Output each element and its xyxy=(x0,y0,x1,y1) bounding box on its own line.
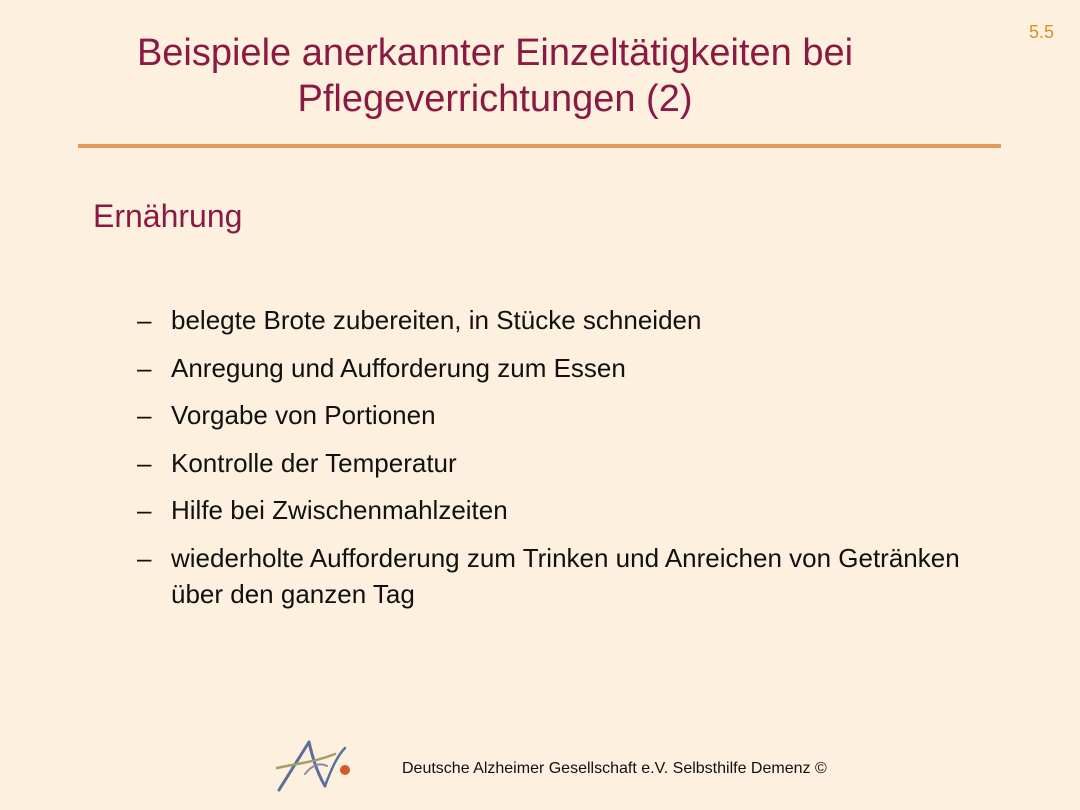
list-item-text: Anregung und Aufforderung zum Essen xyxy=(171,352,626,383)
list-item-text: Vorgabe von Portionen xyxy=(171,400,436,430)
section-heading: Ernährung xyxy=(93,198,243,234)
list-dash: – xyxy=(137,495,152,525)
list-dash: – xyxy=(137,305,152,335)
list-item xyxy=(137,397,967,433)
title-divider xyxy=(78,144,1001,148)
list-dash: – xyxy=(137,447,152,478)
list-item xyxy=(137,350,967,386)
list-item xyxy=(137,302,967,338)
item-list xyxy=(137,302,967,623)
list-item-text: wiederholte Aufforderung zum Trinken und Anreichen von Getränken über den ganzen Tag xyxy=(171,542,960,609)
page-title xyxy=(80,30,910,122)
list-item xyxy=(137,492,967,528)
slide-number: 5.5 xyxy=(1028,22,1054,42)
list-dash: – xyxy=(137,352,152,383)
list-item-text: belegte Brote zubereiten, in Stücke schneiden xyxy=(171,305,702,335)
list-item xyxy=(137,445,967,481)
alzheimer-logo-icon xyxy=(275,740,355,792)
list-item xyxy=(137,540,967,612)
list-item-text: Hilfe bei Zwischenmahlzeiten xyxy=(171,495,508,525)
list-dash: – xyxy=(137,542,152,573)
footer-copyright: Deutsche Alzheimer Gesellschaft e.V. Selbsthilfe Demenz © xyxy=(402,760,827,777)
list-dash: – xyxy=(137,400,152,430)
title-line-2: Pflegeverrichtungen (2) xyxy=(297,78,693,120)
title-line-1: Beispiele anerkannter Einzeltätigkeiten bei xyxy=(136,32,854,74)
list-item-text: Kontrolle der Temperatur xyxy=(171,447,457,478)
footer xyxy=(0,740,1080,800)
